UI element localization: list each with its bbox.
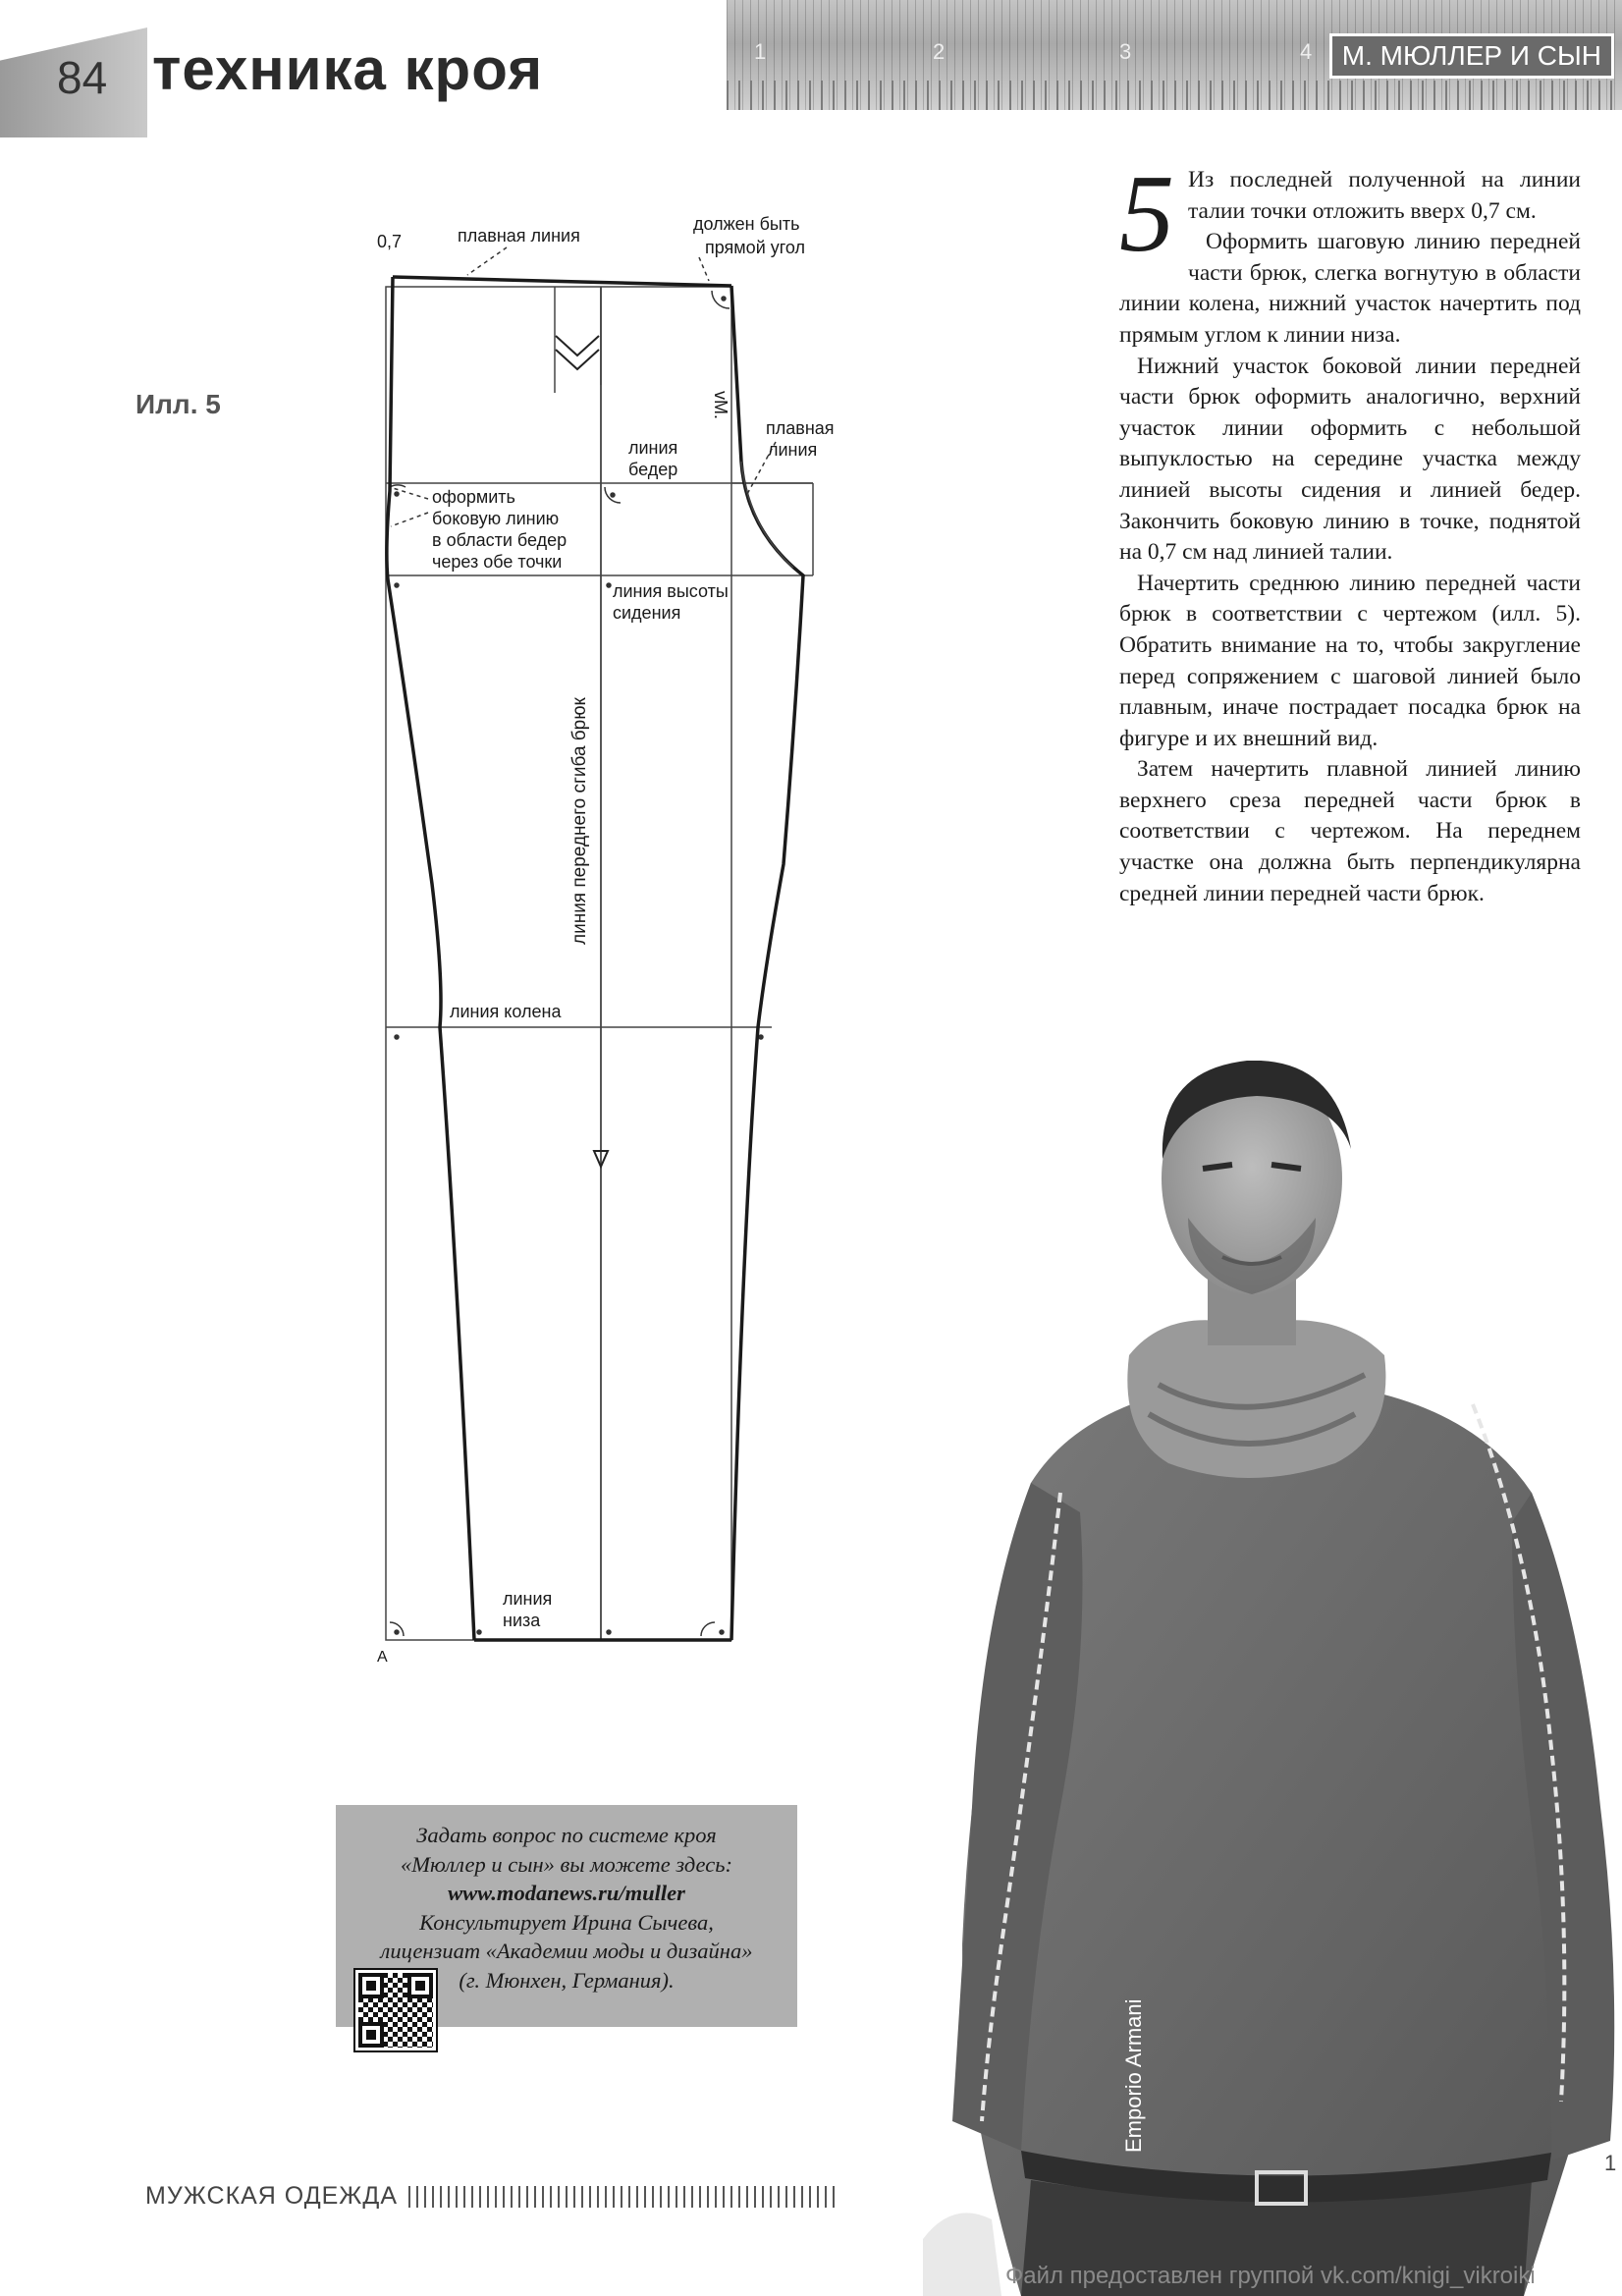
figure-label: Илл. 5 [135, 389, 221, 419]
side-mark: 1 [1604, 2151, 1617, 2175]
crotch-curve-guide [741, 462, 793, 568]
qr-finder [407, 1973, 433, 1998]
info-line-4: лицензиат «Академии моды и дизайна» [380, 1939, 753, 1963]
annotation-seat-line-1: линия высоты [613, 581, 729, 601]
ruler-mark-1: 1 [754, 39, 767, 64]
info-line-1: Задать вопрос по системе кроя [416, 1823, 717, 1847]
paragraph-1-text: Из последней полученной на линии талии точки отложить вверх 0,7 см. [1188, 167, 1581, 224]
ruler-mark-2: 2 [933, 39, 946, 64]
annotation-smooth-line: плавная линия [458, 226, 580, 246]
annotation-shape-side-4: через обе точки [432, 552, 563, 572]
info-url-link[interactable]: www.modanews.ru/muller [448, 1881, 685, 1905]
annotation-knee-line: линия колена [450, 1002, 562, 1021]
article-paragraph-5: Затем начертить плавной линией линию верхнего среза передней части брюк в соответствии с чертежом. На переднем участке она должна быть перпендикулярна средней линии передней части брюк. [1119, 756, 1581, 906]
annotation-hip-line-2: бедер [628, 460, 678, 479]
photo-credit: Emporio Armani [1121, 1998, 1146, 2153]
article-paragraph-2: Оформить шаговую линию передней части брюк, слегка вогнутую в области линии колена, нижний участок начертить под прямым углом к линии низа. [1119, 229, 1581, 348]
annotation-shape-side-1: оформить [432, 487, 515, 507]
footer-label: МУЖСКАЯ ОДЕЖДА [145, 2182, 398, 2210]
info-line-3: Консультирует Ирина Сычева, [419, 1909, 714, 1935]
info-line-2: «Мюллер и сын» вы можете здесь: [401, 1851, 732, 1877]
article-paragraph-3: Нижний участок боковой линии передней части брюк оформить аналогично, верхний участок линии оформить с небольшой выпуклостью на середине участка между линией высоты сидения и линией бедер. Закончить боковую линию в точке, поднятой на 0,7 см над линией талии. [1119, 353, 1581, 566]
annotation-side-smooth-1: плавная [766, 418, 835, 438]
article-paragraph-1 [1119, 153, 1581, 275]
inseam [731, 286, 803, 1640]
footer-bars [408, 2186, 835, 2208]
waist-line [393, 277, 731, 286]
annotation-crease-line: линия переднего сгиба брюк [569, 697, 590, 945]
ruler-mark-3: 3 [1119, 39, 1132, 64]
annotation-hem-line-2: низа [503, 1611, 541, 1630]
drop-cap: 5 [1119, 153, 1174, 275]
annotation-shape-side-2: боковую линию [432, 509, 560, 528]
annotation-dart-mark: vM. [711, 391, 730, 419]
annotation-point-a: A [377, 1649, 388, 1666]
chevron-1 [556, 336, 599, 355]
annotation-waist-raise: 0,7 [377, 232, 403, 251]
article-text [1119, 153, 1581, 909]
side-seam [387, 277, 474, 1640]
annotation-right-angle-1: должен быть [693, 214, 800, 234]
ruler-mark-4: 4 [1300, 39, 1313, 64]
watermark: Файл предоставлен группой vk.com/knigi_vikroiki [1005, 2263, 1536, 2289]
chevron-2 [556, 350, 599, 369]
annotation-side-smooth-2: линия [768, 440, 818, 460]
section-title: техника кроя [152, 36, 544, 102]
trouser-outline [387, 277, 803, 1640]
annotation-hem-line-1: линия [503, 1589, 553, 1609]
leader-lines [391, 247, 776, 526]
brand-badge: М. МЮЛЛЕР И СЫН [1329, 33, 1614, 79]
qr-code-icon[interactable] [355, 1970, 436, 2050]
annotation-shape-side-3: в области бедер [432, 530, 568, 550]
article-paragraph-4: Начертить среднюю линию передней части брюк в соответствии с чертежом (илл. 5). Обратить внимание на то, чтобы закругление перед сопряжением с шаговой линией было плавным, иначе пострадает посадка брюк на фигуре и их внешний вид. [1119, 570, 1581, 751]
qr-finder [358, 2022, 384, 2048]
page-number: 84 [57, 52, 108, 103]
info-line-5: (г. Мюнхен, Германия). [459, 1967, 675, 1993]
dart-chevron [556, 336, 599, 369]
annotation-hip-line-1: линия [628, 438, 678, 458]
model-photo [923, 1061, 1622, 2296]
held-paper [923, 2213, 1001, 2296]
annotation-seat-line-2: сидения [613, 603, 681, 623]
annotation-right-angle-2: прямой угол [705, 238, 806, 257]
qr-finder [358, 1973, 384, 1998]
